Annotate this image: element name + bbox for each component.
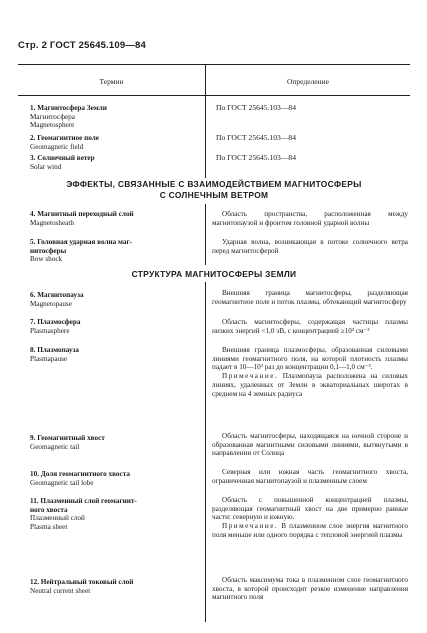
term-8 [30,346,79,363]
term-synonym: Плазменный слой [30,514,85,523]
definition-5: Ударная волна, возникающая в потоке солнечного ветра перед магнитосферой [212,238,408,255]
table-header-rule [18,95,410,96]
column-header-term: Термин [99,77,124,86]
definition-1: По ГОСТ 25645.103—84 [216,103,297,112]
term-5 [30,238,132,264]
term-english: Geomagnetic field [30,142,84,151]
definition-2: По ГОСТ 25645.103—84 [216,133,297,142]
column-header-definition: Определение [287,77,329,86]
term-english: Magnetosheath [30,218,74,227]
term-10 [30,470,130,487]
definition-12: Область максимума тока в плазменном слое геомагнитного хвоста, в которой происходит резкое изменение направления магнитного поля [212,576,408,602]
term-9 [30,434,105,451]
term-12 [30,578,133,595]
section-heading-structure: СТРУКТУРА МАГНИТОСФЕРЫ ЗЕМЛИ [131,269,297,279]
term-english: Magnetopause [30,299,72,308]
definition-7: Область магнитосферы, содержащая частицы плазмы низких энергий <1,0 эВ, с концентрацией ≥10³ см⁻³ [212,318,408,335]
term-4 [30,210,134,227]
note-text: В плазменном слое энергия магнитного поля меньше или одного порядка с тепловой энергией плазмы [212,522,408,539]
term-title: 4. Магнитный переходный слой [30,210,134,218]
note-text: Плазмопауза расположена на силовых линиях, удаленных от Земли в экваториальных широтах в среднем на 4 земных радиуса [212,372,408,398]
term-title: 2. Геомагнитное поле [30,134,99,142]
definition-9: Область магнитосферы, находящаяся на ночной стороне и образованная магнитными силовыми линиями, вытянутыми в направлении от Солнца [212,432,408,458]
term-english: Neutral current sheet [30,586,91,595]
term-title: 12. Нейтральный токовый слой [30,578,134,586]
term-english: Plasma sheet [30,523,68,532]
term-english: Solar wind [30,162,62,171]
header-column-divider [205,64,206,95]
term-synonym: Магнитосфера [30,112,75,121]
term-title: 7. Плазмосфера [30,318,81,326]
definition-10: Северная или южная часть геомагнитного хвоста, ограниченная магнитопаузой и плазменным слоем [212,468,408,485]
term-title: 8. Плазмопауза [30,346,80,354]
column-divider-3 [205,282,206,622]
table-top-rule [18,64,410,65]
term-english: Plasmasphere [30,326,70,335]
term-english: Geomagnetic tail [30,442,80,451]
term-title: 1. Магнитосфера Земли [30,104,107,112]
term-3 [30,154,95,171]
term-title-cont: ного хвоста [30,505,68,514]
note-label: Примечание. [222,372,279,381]
term-title: 11. Плазменный слой геомагнит- [30,497,137,505]
term-title-cont: нитосферы [30,246,67,255]
definition-4: Область пространства, расположенная между магнитопаузой и фронтом головной ударной волны [212,210,408,227]
term-11 [30,497,137,532]
term-english: Bow shock [30,255,63,264]
definition-3: По ГОСТ 25645.103—84 [216,153,297,162]
term-english: Magnetosphere [30,121,75,130]
term-title: 3. Солнечный ветер [30,154,95,162]
term-1 [30,104,107,130]
column-divider-1 [205,95,206,178]
term-7 [30,318,80,335]
definition-8: Внешняя граница плазмосферы, образованная силовыми линиями геомагнитного поля, на которой плотность плазмы падает в 10—10³ раз до концентрации 0,1—1,0 см⁻³. Примечание. Плазмопауза расположена на силовых линиях, удаленных от Земли в экваториальных широтах в среднем на 4 земных радиуса [212,346,408,398]
term-english: Plasmapause [30,354,68,363]
term-title: 6. Магнитопауза [30,291,84,299]
definition-11: Область с повышенной концентрацией плазмы, разделяющая геомагнитный хвост на две примерно равные части: северную и южную. Примечание. В плазменном слое энергия магнитного поля меньше или одного порядка с тепловой энергией плазмы [212,496,408,539]
term-title: 9. Геомагнитный хвост [30,434,105,442]
term-2 [30,134,99,151]
page-header: Стр. 2 ГОСТ 25645.109—84 [18,40,147,51]
section-heading-effects: ЭФФЕКТЫ, СВЯЗАННЫЕ С ВЗАИМОДЕЙСТВИЕМ МАГНИТОСФЕРЫ С СОЛНЕЧНЫМ ВЕТРОМ [66,179,362,200]
definition-6: Внешняя граница магнитосферы, разделяющая геомагнитное поле и поток плазмы, обтекающий магнитосферу [212,289,408,306]
term-title: 10. Доля геомагнитного хвоста [30,470,130,478]
term-6 [30,291,84,308]
term-english: Geomagnetic tail lobe [30,478,94,487]
note-label: Примечание. [222,522,279,531]
term-title: 5. Головная ударная волна маг- [30,238,133,246]
column-divider-2 [205,204,206,265]
